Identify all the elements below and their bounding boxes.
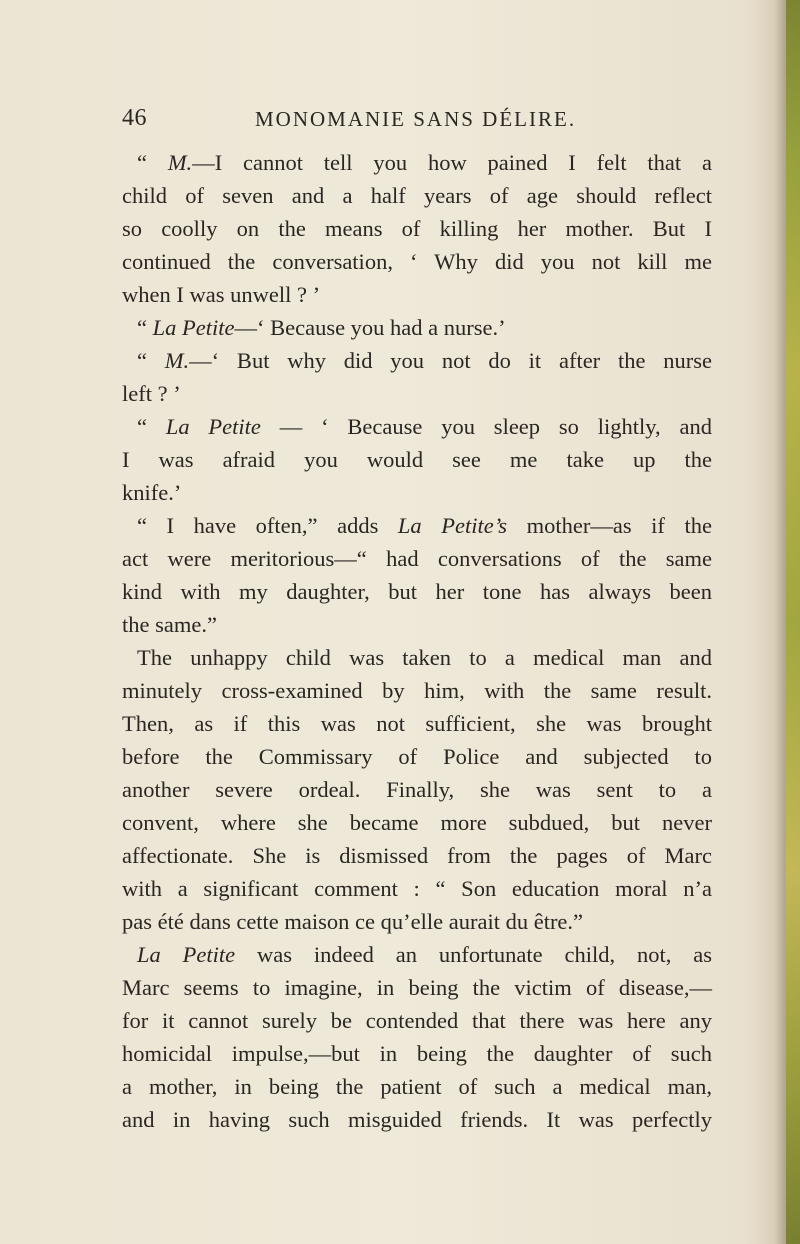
speaker-name: La Petite	[165, 414, 261, 439]
text-line: The unhappy child was taken to a medical man and	[137, 645, 712, 670]
text-line	[122, 146, 712, 179]
text-line: and in having such misguided friends. It was perfectly	[122, 1107, 712, 1132]
text-line	[122, 938, 712, 971]
page-number: 46	[122, 105, 147, 131]
speaker-name: La Petite’s	[397, 513, 508, 538]
text-line: another severe ordeal. Finally, she was sent to a	[122, 777, 712, 802]
text-line	[122, 344, 712, 377]
text-line	[122, 311, 712, 344]
speaker-name: La Petite	[152, 315, 235, 340]
text-span: “	[137, 315, 153, 340]
text-line: minutely cross-examined by him, with the same result.	[122, 678, 712, 703]
text-line: knife.’	[122, 480, 182, 505]
text-line	[122, 509, 712, 542]
text-span: —I cannot tell you how pained I felt that a	[192, 150, 712, 175]
text-line: act were meritorious—“ had conversations of the same	[122, 546, 712, 571]
text-span: “ I have often,” adds	[137, 513, 398, 538]
body-text	[122, 146, 712, 1136]
text-span: “	[137, 150, 168, 175]
text-line: before the Commissary of Police and subjected to	[122, 744, 712, 769]
running-title: MONOMANIE SANS DÉLIRE.	[255, 107, 577, 131]
text-line: kind with my daughter, but her tone has always been	[122, 579, 712, 604]
text-line: Then, as if this was not sufficient, she was brought	[122, 711, 712, 736]
text-line: continued the conversation, ‘ Why did you not kill me	[122, 249, 712, 274]
text-line: left ? ’	[122, 381, 181, 406]
text-span: “	[137, 414, 166, 439]
page-edge-strip	[786, 0, 800, 1244]
text-line: convent, where she became more subdued, but never	[122, 810, 712, 835]
text-line: Marc seems to imagine, in being the victim of disease,—	[122, 975, 712, 1000]
text-line: I was afraid you would see me take up the	[122, 447, 712, 472]
speaker-name: M.	[164, 348, 190, 373]
text-span: —‘ Because you had a nurse.’	[234, 315, 506, 340]
text-line: pas été dans cette maison ce qu’elle aurait du être.”	[122, 909, 584, 934]
text-line: when I was unwell ? ’	[122, 282, 321, 307]
text-span: mother—as if the	[507, 513, 712, 538]
text-span: was indeed an unfortunate child, not, as	[235, 942, 712, 967]
text-line: with a significant comment : “ Son education moral n’a	[122, 876, 712, 901]
speaker-name: La Petite	[137, 942, 236, 967]
text-line: a mother, in being the patient of such a medical man,	[122, 1074, 712, 1099]
text-line: child of seven and a half years of age should reflect	[122, 183, 712, 208]
speaker-name: M.	[167, 150, 193, 175]
text-line: homicidal impulse,—but in being the daughter of such	[122, 1041, 712, 1066]
text-line: so coolly on the means of killing her mother. But I	[122, 216, 712, 241]
text-line	[122, 410, 712, 443]
text-span: “	[137, 348, 165, 373]
text-line: for it cannot surely be contended that there was here any	[122, 1008, 712, 1033]
text-span: —‘ But why did you not do it after the nurse	[189, 348, 712, 373]
page-header	[122, 105, 712, 137]
text-line: the same.”	[122, 612, 217, 637]
text-line: affectionate. She is dismissed from the pages of Marc	[122, 843, 712, 868]
page-edge-shadow	[774, 0, 786, 1244]
text-span: — ‘ Because you sleep so lightly, and	[260, 414, 712, 439]
